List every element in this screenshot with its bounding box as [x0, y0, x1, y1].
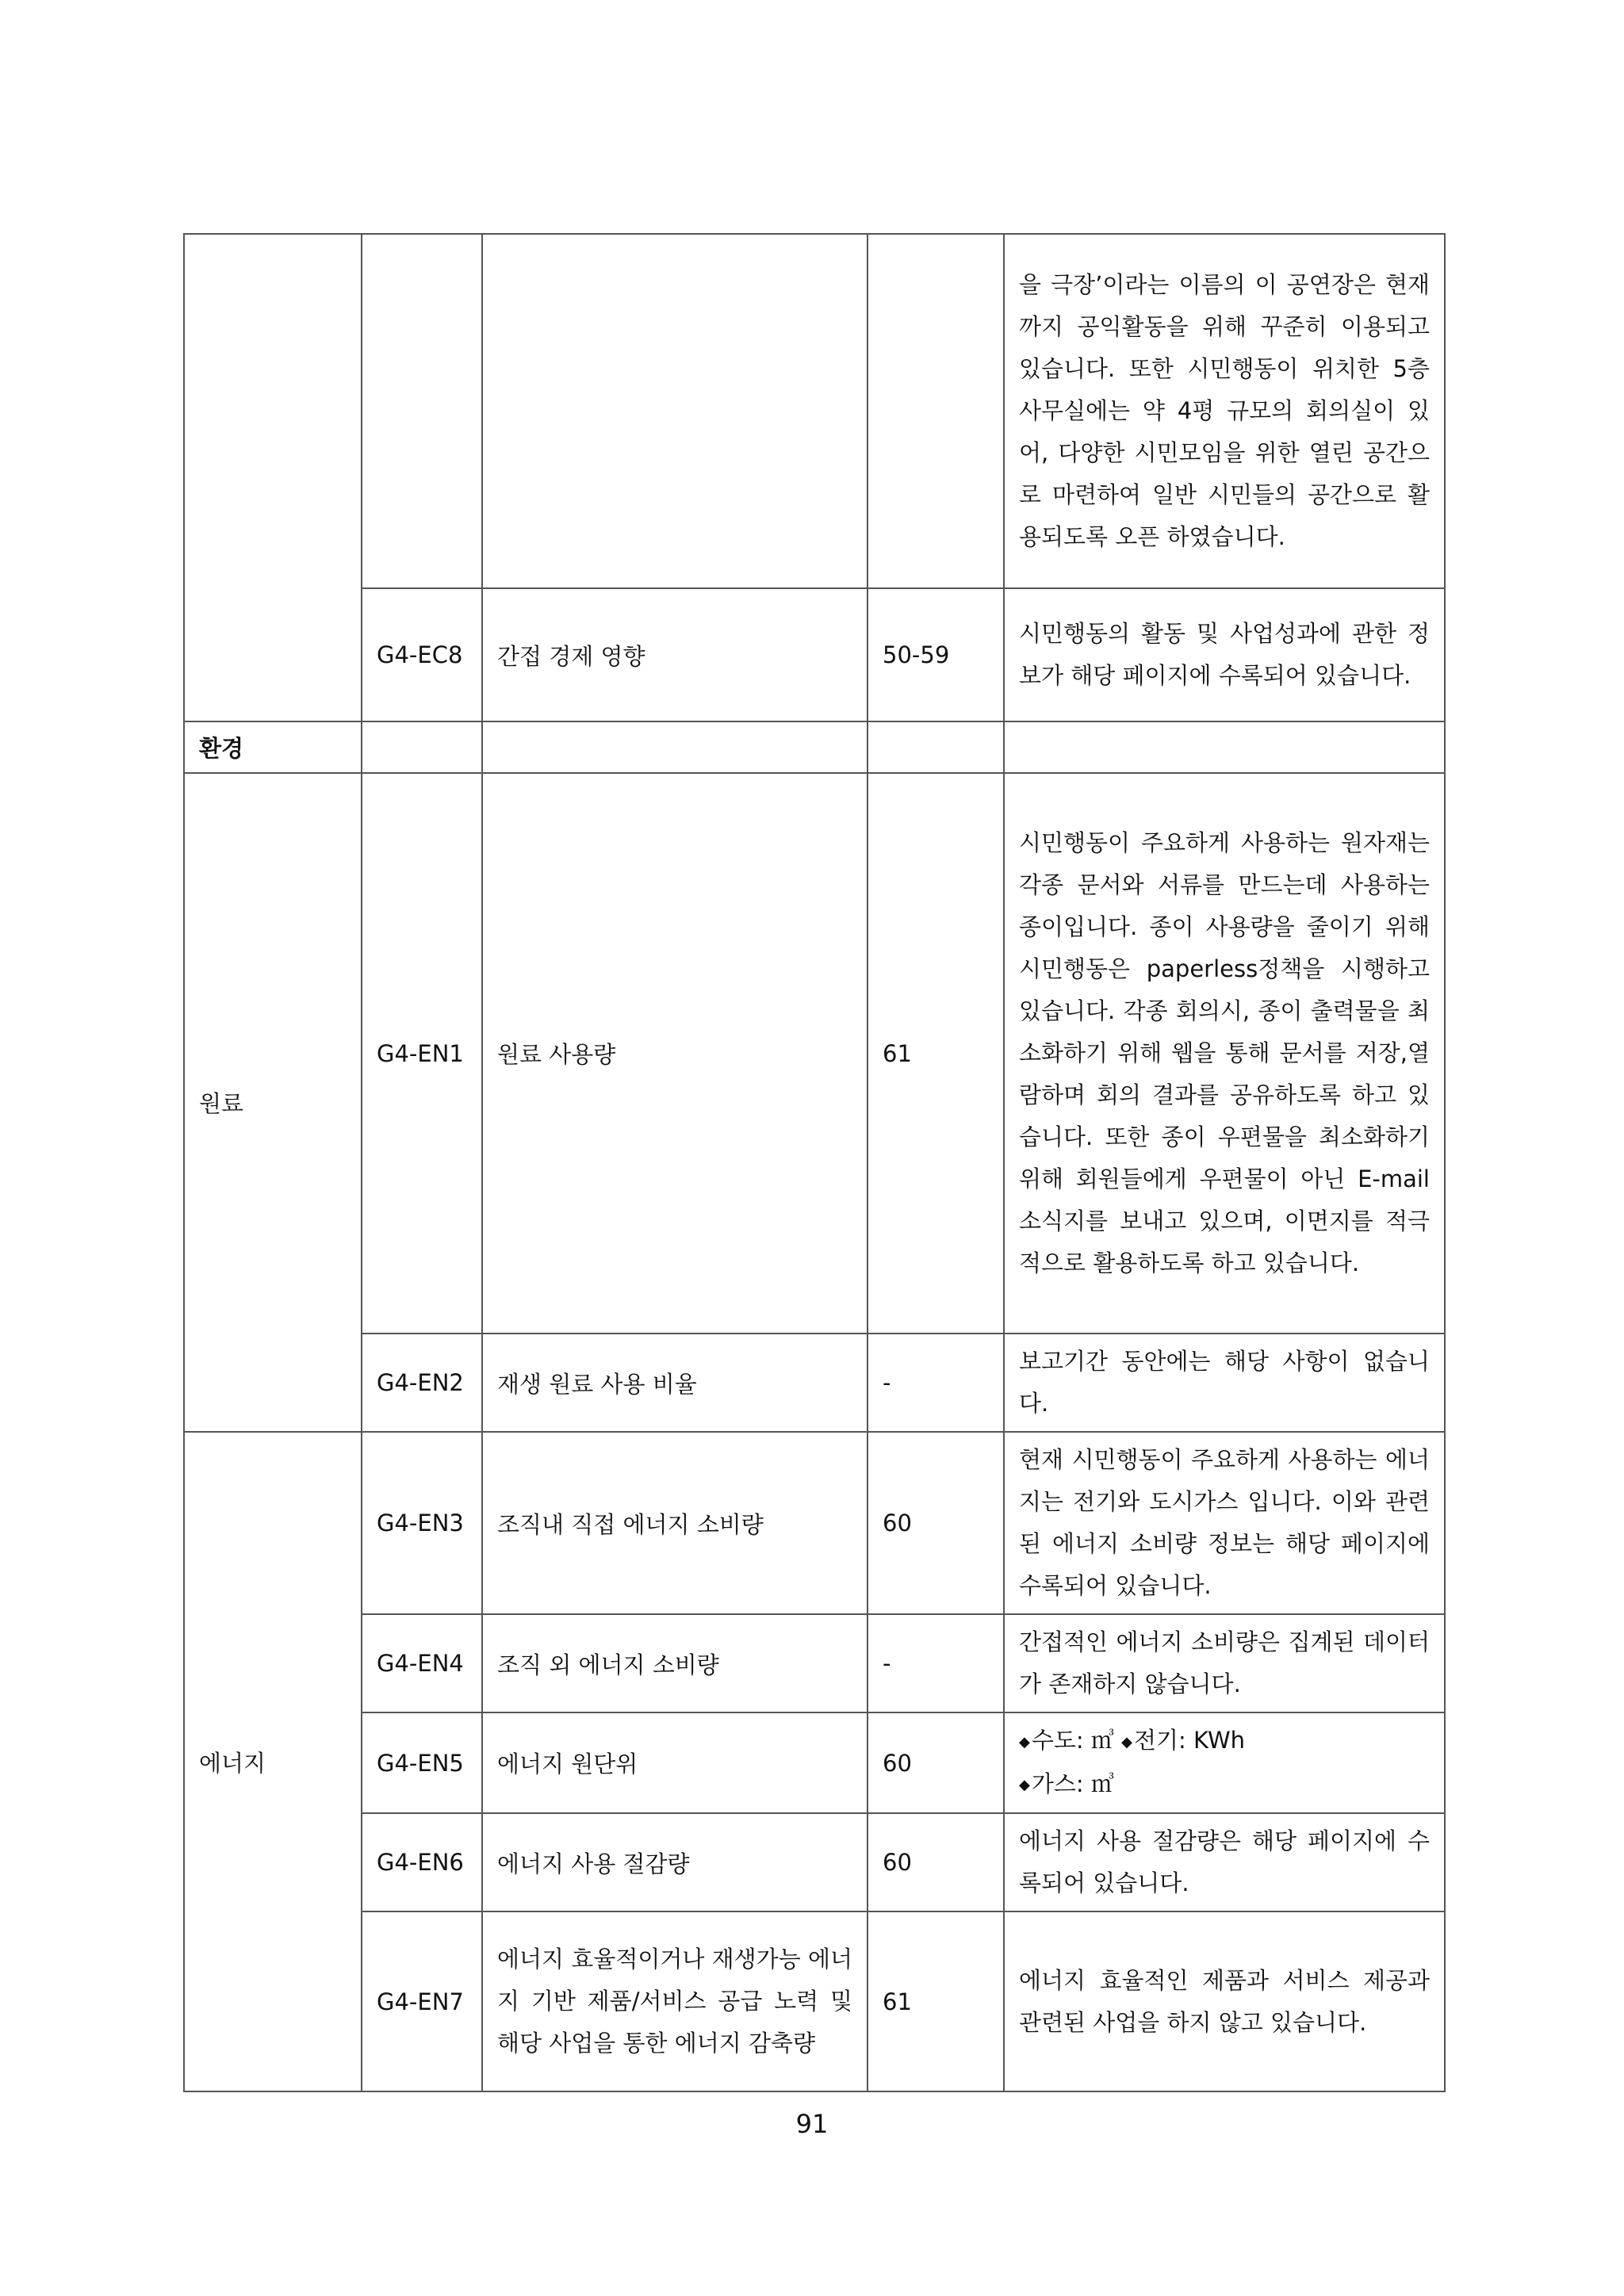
description-cell: 에너지 효율적인 제품과 서비스 제공과 관련된 사업을 하지 않고 있습니다.	[1004, 1911, 1445, 2091]
table-row	[184, 1334, 1445, 1432]
section-label: 환경	[184, 721, 362, 773]
description-cell: 시민행동이 주요하게 사용하는 원자재는 각종 문서와 서류를 만드는데 사용하는 종이입니다. 종이 사용량을 줄이기 위해 시민행동은 paperless정책을 시행하고 있습니다. 각종 회의시, 종이 출력물을 최소화하기 위해 웹을 통해 문서를 저장,열람하며 회의 결과를 공유하도록 하고 있습니다. 또한 종이 우편물을 최소화하기 위해 회원들에게 우편물이 아닌 E-mail 소식지를 보내고 있으며, 이면지를 적극적으로 활용하도록 하고 있습니다.	[1004, 773, 1445, 1334]
category-cell-empty	[184, 234, 362, 721]
page-reference: 50-59	[868, 588, 1004, 721]
section-header-row	[184, 721, 1445, 773]
table-row	[184, 1712, 1445, 1813]
indicator-code: G4-EN3	[362, 1432, 482, 1614]
description-cell: 보고기간 동안에는 해당 사항이 없습니다.	[1004, 1334, 1445, 1432]
page-cell-empty	[868, 234, 1004, 588]
unit-line	[1019, 1763, 1430, 1807]
category-label: 원료	[184, 773, 362, 1432]
page-reference: 61	[868, 1911, 1004, 2091]
indicator-title: 에너지 사용 절감량	[482, 1813, 868, 1911]
page-number: 91	[795, 2109, 829, 2139]
diamond-bullet-icon: ◆	[1121, 1733, 1132, 1751]
gas-unit: 가스: ㎥	[1031, 1770, 1114, 1797]
page-reference: 60	[868, 1432, 1004, 1614]
indicator-code: G4-EN7	[362, 1911, 482, 2091]
indicator-code: G4-EN4	[362, 1614, 482, 1712]
code-cell-empty	[362, 234, 482, 588]
page-reference: -	[868, 1614, 1004, 1712]
table-row	[184, 588, 1445, 721]
indicator-code: G4-EN2	[362, 1334, 482, 1432]
indicator-title: 간접 경제 영향	[482, 588, 868, 721]
indicator-title: 에너지 효율적이거나 재생가능 에너지 기반 제품/서비스 공급 노력 및 해당 사업을 통한 에너지 감축량	[482, 1911, 868, 2091]
title-cell-empty	[482, 234, 868, 588]
table-row	[184, 1813, 1445, 1911]
page-reference: 60	[868, 1712, 1004, 1813]
diamond-bullet-icon: ◆	[1019, 1777, 1030, 1793]
description-cell: 시민행동의 활동 및 사업성과에 관한 정보가 해당 페이지에 수록되어 있습니다.	[1004, 588, 1445, 721]
table-row	[184, 1911, 1445, 2091]
indicator-title: 조직내 직접 에너지 소비량	[482, 1432, 868, 1614]
description-cell: 현재 시민행동이 주요하게 사용하는 에너지는 전기와 도시가스 입니다. 이와 관련된 에너지 소비량 정보는 해당 페이지에 수록되어 있습니다.	[1004, 1432, 1445, 1614]
table-row	[184, 1614, 1445, 1712]
water-unit: 수도: ㎥	[1031, 1727, 1114, 1754]
page-reference: -	[868, 1334, 1004, 1432]
electricity-unit: 전기: KWh	[1133, 1727, 1245, 1754]
diamond-bullet-icon: ◆	[1019, 1733, 1030, 1751]
table-row	[184, 234, 1445, 588]
indicator-code: G4-EN6	[362, 1813, 482, 1911]
indicator-title: 원료 사용량	[482, 773, 868, 1334]
category-label: 에너지	[184, 1432, 362, 2091]
page-reference: 61	[868, 773, 1004, 1334]
table-row	[184, 773, 1445, 1334]
indicator-code: G4-EN5	[362, 1712, 482, 1813]
description-cell: 간접적인 에너지 소비량은 집계된 데이터가 존재하지 않습니다.	[1004, 1614, 1445, 1712]
description-cell: 을 극장’이라는 이름의 이 공연장은 현재까지 공익활동을 위해 꾸준히 이용되고 있습니다. 또한 시민행동이 위치한 5층 사무실에는 약 4평 규모의 회의실이 있어, 다양한 시민모임을 위한 열린 공간으로 마련하여 일반 시민들의 공간으로 활용되도록 오픈 하였습니다.	[1004, 234, 1445, 588]
page-reference: 60	[868, 1813, 1004, 1911]
description-cell: 에너지 사용 절감량은 해당 페이지에 수록되어 있습니다.	[1004, 1813, 1445, 1911]
unit-line	[1019, 1720, 1430, 1763]
indicator-title: 재생 원료 사용 비율	[482, 1334, 868, 1432]
table-row	[184, 1432, 1445, 1614]
indicator-title: 에너지 원단위	[482, 1712, 868, 1813]
description-cell	[1004, 1712, 1445, 1813]
gri-index-table	[183, 233, 1446, 2092]
indicator-title: 조직 외 에너지 소비량	[482, 1614, 868, 1712]
indicator-code: G4-EC8	[362, 588, 482, 721]
indicator-code: G4-EN1	[362, 773, 482, 1334]
